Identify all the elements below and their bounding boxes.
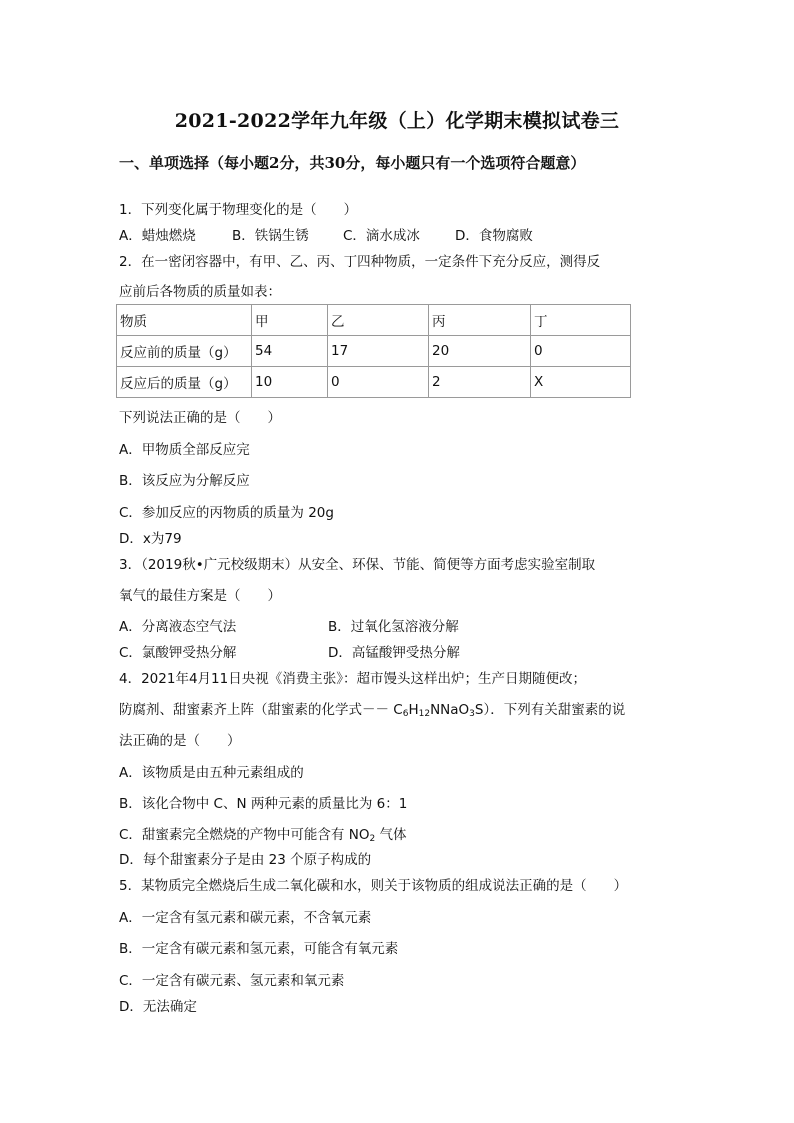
q2-option-d: D．x为79	[119, 531, 182, 547]
q3-option-a: A．分离液态空气法	[119, 619, 237, 635]
table-cell: 10	[252, 367, 328, 398]
table-header-cell: 甲	[252, 305, 328, 336]
table-cell: 0	[328, 367, 429, 398]
q1-stem: 1．下列变化属于物理变化的是（ ）	[119, 202, 358, 218]
section-heading: 一、单项选择（每小题2分，共30分，每小题只有一个选项符合题意）	[119, 154, 586, 172]
q4-option-b: B．该化合物中 C、N 两种元素的质量比为 6：1	[119, 796, 408, 812]
table-header-cell: 乙	[328, 305, 429, 336]
table-cell: X	[531, 367, 631, 398]
q2-stem-line2: 应前后各物质的质量如表：	[119, 284, 281, 300]
q1-option-c: C．滴水成冰	[343, 228, 420, 244]
q1-option-b: B．铁锅生锈	[232, 228, 309, 244]
q5-option-d: D．无法确定	[119, 999, 197, 1015]
q5-option-a: A．一定含有氢元素和碳元素，不含氧元素	[119, 910, 372, 926]
q3-option-b: B．过氧化氢溶液分解	[328, 619, 459, 635]
q4-stem-line2: 防腐剂、甜蜜素齐上阵（甜蜜素的化学式－－ $C_6H_{12}NNaO_3S$）．下列有关甜蜜素的说	[119, 702, 626, 719]
q5-stem: 5．某物质完全燃烧后生成二氧化碳和水，则关于该物质的组成说法正确的是（ ）	[119, 878, 628, 894]
q3-option-d: D．高锰酸钾受热分解	[328, 645, 460, 661]
q1-option-d: D．食物腐败	[455, 228, 533, 244]
table-header-cell: 丙	[429, 305, 531, 336]
table-cell: 2	[429, 367, 531, 398]
q3-stem-line2: 氧气的最佳方案是（ ）	[119, 588, 281, 604]
q4-option-c: C．甜蜜素完全燃烧的产物中可能含有 $NO_2$ 气体	[119, 827, 407, 844]
table-cell: 反应后的质量（g）	[117, 367, 252, 398]
q4-option-d: D．每个甜蜜素分子是由 23 个原子构成的	[119, 852, 372, 868]
table-cell: 54	[252, 336, 328, 367]
table-cell: 17	[328, 336, 429, 367]
q4-option-a: A．该物质是由五种元素组成的	[119, 765, 304, 781]
page-title: 2021-2022学年九年级（上）化学期末模拟试卷三	[174, 110, 620, 132]
q1-option-a: A．蜡烛燃烧	[119, 228, 196, 244]
q5-option-b: B．一定含有碳元素和氢元素，可能含有氧元素	[119, 941, 399, 957]
table-cell: 20	[429, 336, 531, 367]
q2-option-c: C．参加反应的丙物质的质量为 20g	[119, 505, 334, 521]
table-cell: 反应前的质量（g）	[117, 336, 252, 367]
table-row	[117, 336, 631, 367]
q5-option-c: C．一定含有碳元素、氢元素和氧元素	[119, 973, 345, 989]
q2-stem-line1: 2．在一密闭容器中，有甲、乙、丙、丁四种物质，一定条件下充分反应，测得反	[119, 254, 601, 270]
q3-option-c: C．氯酸钾受热分解	[119, 645, 237, 661]
table-row	[117, 367, 631, 398]
mass-table	[116, 304, 631, 398]
q2-option-b: B．该反应为分解反应	[119, 473, 250, 489]
q4-stem-line3: 法正确的是（ ）	[119, 733, 241, 749]
q3-stem-line1: 3．（2019秋•广元校级期末）从安全、环保、节能、简便等方面考虑实验室制取	[119, 557, 596, 573]
q2-prompt: 下列说法正确的是（ ）	[119, 410, 281, 426]
q4-stem-line1: 4．2021年4月11日央视《消费主张》：超市馒头这样出炉；生产日期随便改；	[119, 671, 586, 687]
table-header-row	[117, 305, 631, 336]
table-cell: 0	[531, 336, 631, 367]
table-header-cell: 物质	[117, 305, 252, 336]
table-header-cell: 丁	[531, 305, 631, 336]
q2-option-a: A．甲物质全部反应完	[119, 442, 250, 458]
